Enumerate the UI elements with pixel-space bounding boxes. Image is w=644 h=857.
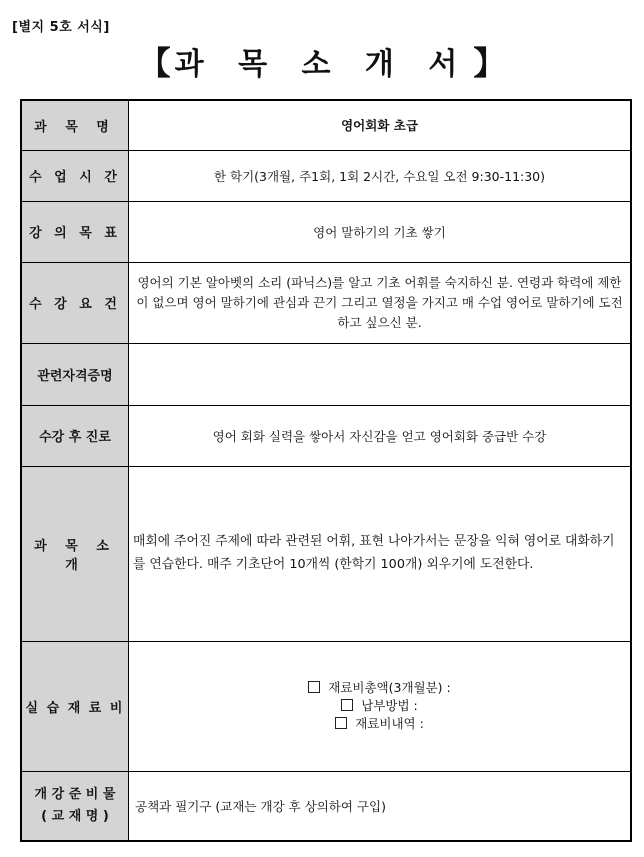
certificate-value [129,343,632,405]
title-text: 과 목 소 개 서 [174,47,470,82]
row-certificate [21,343,631,405]
row-intro [21,466,631,641]
subject-name-label: 과 목 명 [21,100,129,150]
material-fee-item: 납부방법 : [129,697,630,715]
row-requirements [21,262,631,343]
textbook-label [21,771,129,841]
checkbox[interactable] [308,681,320,693]
row-career [21,405,631,466]
textbook-value: 공책과 필기구 (교재는 개강 후 상의하여 구입) [129,771,632,841]
requirements-label: 수 강 요 건 [21,262,129,343]
career-label: 수강 후 진로 [21,405,129,466]
title-close-bracket: 】 [473,44,506,82]
textbook-label-line1: 개 강 준 비 물 [34,786,116,802]
intro-value: 매회에 주어진 주제에 따라 관련된 어휘, 표현 나아가서는 문장을 익혀 영어로 대화하기를 연습한다. 매주 기초단어 10개씩 (한학기 100개) 외우기에 도전한다. [129,466,632,641]
textbook-label-line2: ( 교 재 명 ) [41,808,109,824]
document-title [0,38,644,84]
material-fee-item: 재료비내역 : [129,715,630,733]
requirements-value: 영어의 기본 알아벳의 소리 (파닉스)를 알고 기초 어휘를 숙지하신 분. 연령과 학력에 제한이 없으며 영어 말하기에 관심과 끈기 그리고 열정을 가지고 매 수업 영어로 말하기에 도전하고 싶으신 분. [129,262,632,343]
certificate-label: 관련자격증명 [21,343,129,405]
title-open-bracket: 【 [138,44,171,82]
material-fee-label: 실 습 재 료 비 [21,641,129,771]
row-objective [21,201,631,262]
material-fee-list [129,641,632,771]
checkbox[interactable] [341,699,353,711]
career-value: 영어 회화 실력을 쌓아서 자신감을 얻고 영어회화 중급반 수강 [129,405,632,466]
row-subject-name [21,100,631,150]
class-time-value: 한 학기(3개월, 주1회, 1회 2시간, 수요일 오전 9:30-11:30) [129,150,632,201]
checkbox[interactable] [335,717,347,729]
objective-value: 영어 말하기의 기초 쌓기 [129,201,632,262]
form-number-label: [별지 5호 서식] [12,20,110,35]
course-intro-form [20,99,632,842]
row-class-time [21,150,631,201]
subject-name-value: 영어회화 초급 [129,100,632,150]
material-fee-item: 재료비총액(3개월분) : [129,679,630,697]
row-material-fee [21,641,631,771]
objective-label: 강 의 목 표 [21,201,129,262]
row-textbook [21,771,631,841]
class-time-label: 수 업 시 간 [21,150,129,201]
intro-label: 과 목 소 개 [21,466,129,641]
